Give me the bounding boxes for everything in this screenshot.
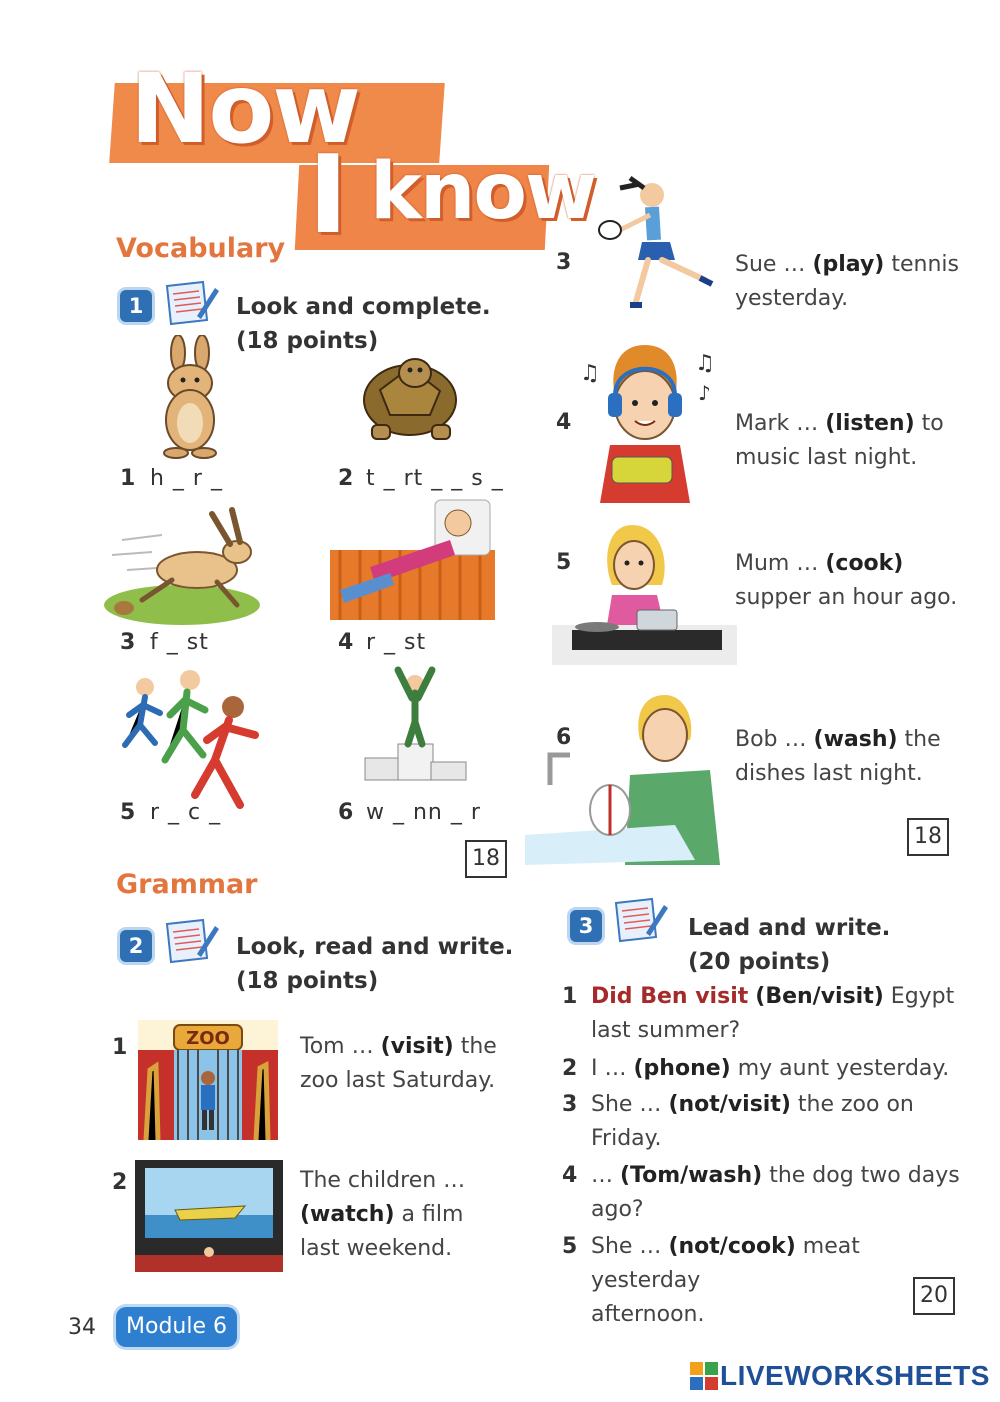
exercise-2-instruction — [236, 930, 513, 998]
svg-text:♫: ♫ — [695, 351, 715, 376]
svg-text:ZOO: ZOO — [186, 1028, 230, 1049]
ex3-item-4-cue: (Tom/wash) — [620, 1163, 763, 1188]
grammar-item-4-number: 4 — [556, 410, 572, 435]
ex3-item-4-pre: … — [591, 1163, 620, 1188]
ex3-item-1-sentence — [591, 980, 971, 1048]
running-rabbit-picture — [102, 500, 262, 625]
grammar-item-5-sentence — [735, 547, 975, 615]
grammar-item-4-post: to music last night. — [735, 411, 944, 470]
resting-boy-picture — [330, 495, 495, 620]
grammar-item-3-post: tennis yesterday. — [735, 252, 959, 311]
svg-text:♪: ♪ — [698, 381, 711, 405]
tennis-girl-picture — [580, 170, 725, 315]
ex3-item-1-rest2: last summer? — [591, 1018, 741, 1043]
ex3-item-3-rest: the zoo on — [790, 1092, 914, 1117]
vocab-item-4-cue: r _ st — [366, 630, 427, 655]
ex3-item-1-number: 1 — [562, 984, 578, 1009]
ex3-item-2-number: 2 — [562, 1056, 578, 1081]
ex3-item-4-sentence — [591, 1159, 971, 1227]
exercise-1-points: (18 points) — [236, 328, 379, 354]
ex3-item-5-rest2: afternoon. — [591, 1302, 705, 1327]
zoo-gate-picture — [138, 1020, 278, 1140]
exercise-2-badge: 2 — [120, 930, 152, 962]
title-word-i: I — [308, 133, 347, 258]
ex3-item-3-sentence — [591, 1088, 971, 1156]
boy-washing-dishes-picture — [525, 685, 725, 865]
exercise-1-instruction-line1: Look and complete. — [236, 294, 491, 320]
grammar-heading: Grammar — [116, 869, 258, 900]
vocab-item-1-cue: h _ r _ — [150, 466, 223, 491]
ex3-item-4-rest2: ago? — [591, 1197, 644, 1222]
ex3-item-3-number: 3 — [562, 1092, 578, 1117]
grammar-item-4-sentence — [735, 407, 970, 475]
exercise-3-score-box[interactable]: 20 — [913, 1277, 955, 1315]
vocab-item-5-number: 5 — [120, 800, 136, 825]
ex3-item-5-cue: (not/cook) — [668, 1234, 796, 1259]
exercise-3-instruction-line1: Lead and write. — [688, 915, 891, 941]
ex3-item-2-cue: (phone) — [633, 1056, 731, 1081]
title-word-know: know — [370, 147, 596, 237]
vocab-item-6-cue: w _ nn _ r — [366, 800, 481, 825]
ex3-item-2-sentence — [591, 1052, 971, 1086]
title-word-now: Now — [130, 53, 359, 165]
grammar-item-2-number: 2 — [112, 1170, 128, 1195]
mum-cooking-picture — [552, 515, 737, 665]
ex3-item-3-rest2: Friday. — [591, 1126, 662, 1151]
ex3-item-4-rest: the dog two days — [762, 1163, 960, 1188]
grammar-item-6-verb: (wash) — [813, 727, 898, 752]
grammar-score-box[interactable]: 18 — [907, 818, 949, 856]
tortoise-picture — [360, 345, 465, 445]
vocab-item-1-number: 1 — [120, 466, 136, 491]
grammar-item-1-sentence — [300, 1030, 510, 1098]
grammar-item-4-verb: (listen) — [825, 411, 915, 436]
ex3-item-5-rest: meat yesterday — [591, 1234, 860, 1293]
vocab-item-4-number: 4 — [338, 630, 354, 655]
liveworksheets-icon — [690, 1362, 718, 1390]
winner-podium-picture — [360, 660, 470, 785]
ex3-item-3-cue: (not/visit) — [668, 1092, 791, 1117]
exercise-2-points: (18 points) — [236, 968, 379, 994]
grammar-item-5-pre: Mum … — [735, 551, 826, 576]
grammar-item-5-post: supper an hour ago. — [735, 585, 958, 610]
grammar-item-3-sentence — [735, 248, 970, 316]
page-number: 34 — [68, 1315, 96, 1340]
grammar-item-6-post: the dishes last night. — [735, 727, 941, 786]
boy-headphones-picture — [570, 335, 720, 503]
grammar-item-1-pre: Tom … — [300, 1034, 381, 1059]
grammar-item-5-verb: (cook) — [825, 551, 904, 576]
ex3-item-1-cue: (Ben/visit) — [755, 984, 884, 1009]
liveworksheets-logo — [690, 1360, 990, 1392]
pencil-paper-icon — [612, 897, 668, 943]
grammar-item-4-pre: Mark … — [735, 411, 826, 436]
exercise-2-instruction-line1: Look, read and write. — [236, 934, 514, 960]
ex3-item-5-pre: She … — [591, 1234, 669, 1259]
runners-picture — [115, 665, 270, 820]
ex3-item-2-rest: my aunt yesterday. — [730, 1056, 950, 1081]
vocab-item-3-number: 3 — [120, 630, 136, 655]
grammar-item-6-number: 6 — [556, 725, 572, 750]
grammar-item-3-number: 3 — [556, 250, 572, 275]
grammar-item-1-post: the zoo last Saturday. — [300, 1034, 497, 1093]
grammar-item-2-verb: (watch) — [300, 1202, 395, 1227]
ex3-item-4-number: 4 — [562, 1163, 578, 1188]
grammar-item-2-post: a film last weekend. — [300, 1202, 464, 1261]
exercise-1-badge: 1 — [120, 290, 152, 322]
vocabulary-heading: Vocabulary — [116, 233, 286, 264]
grammar-item-1-verb: (visit) — [380, 1034, 454, 1059]
cinema-screen-picture — [135, 1160, 283, 1272]
vocab-item-6-number: 6 — [338, 800, 354, 825]
vocab-item-2-cue: t _ rt _ _ s _ — [366, 466, 504, 491]
liveworksheets-brand: LIVEWORKSHEETS — [720, 1360, 990, 1391]
grammar-item-3-pre: Sue … — [735, 252, 813, 277]
exercise-3-badge: 3 — [570, 910, 602, 942]
ex3-item-1-rest: Egypt — [883, 984, 955, 1009]
pencil-paper-icon — [163, 918, 219, 964]
exercise-3-instruction — [688, 911, 890, 979]
grammar-item-1-number: 1 — [112, 1035, 128, 1060]
ex3-item-5-number: 5 — [562, 1234, 578, 1259]
vocab-item-2-number: 2 — [338, 466, 354, 491]
grammar-item-6-sentence — [735, 723, 970, 791]
vocab-item-5-cue: r _ c _ — [150, 800, 222, 825]
vocab-item-3-cue: f _ st — [150, 630, 209, 655]
exercise-3-points: (20 points) — [688, 949, 831, 975]
grammar-item-6-pre: Bob … — [735, 727, 814, 752]
rabbit-picture — [150, 335, 230, 460]
grammar-item-2-pre: The children … — [300, 1168, 466, 1193]
grammar-item-2-sentence — [300, 1164, 510, 1266]
ex3-item-1-answer: Did Ben visit — [591, 984, 749, 1009]
ex3-item-3-pre: She … — [591, 1092, 669, 1117]
grammar-item-3-verb: (play) — [812, 252, 885, 277]
grammar-item-5-number: 5 — [556, 550, 572, 575]
module-label: Module 6 — [116, 1307, 237, 1347]
svg-text:♫: ♫ — [580, 361, 600, 386]
vocabulary-score-box[interactable]: 18 — [465, 840, 507, 878]
ex3-item-2-pre: I … — [591, 1056, 634, 1081]
pencil-paper-icon — [163, 280, 219, 326]
